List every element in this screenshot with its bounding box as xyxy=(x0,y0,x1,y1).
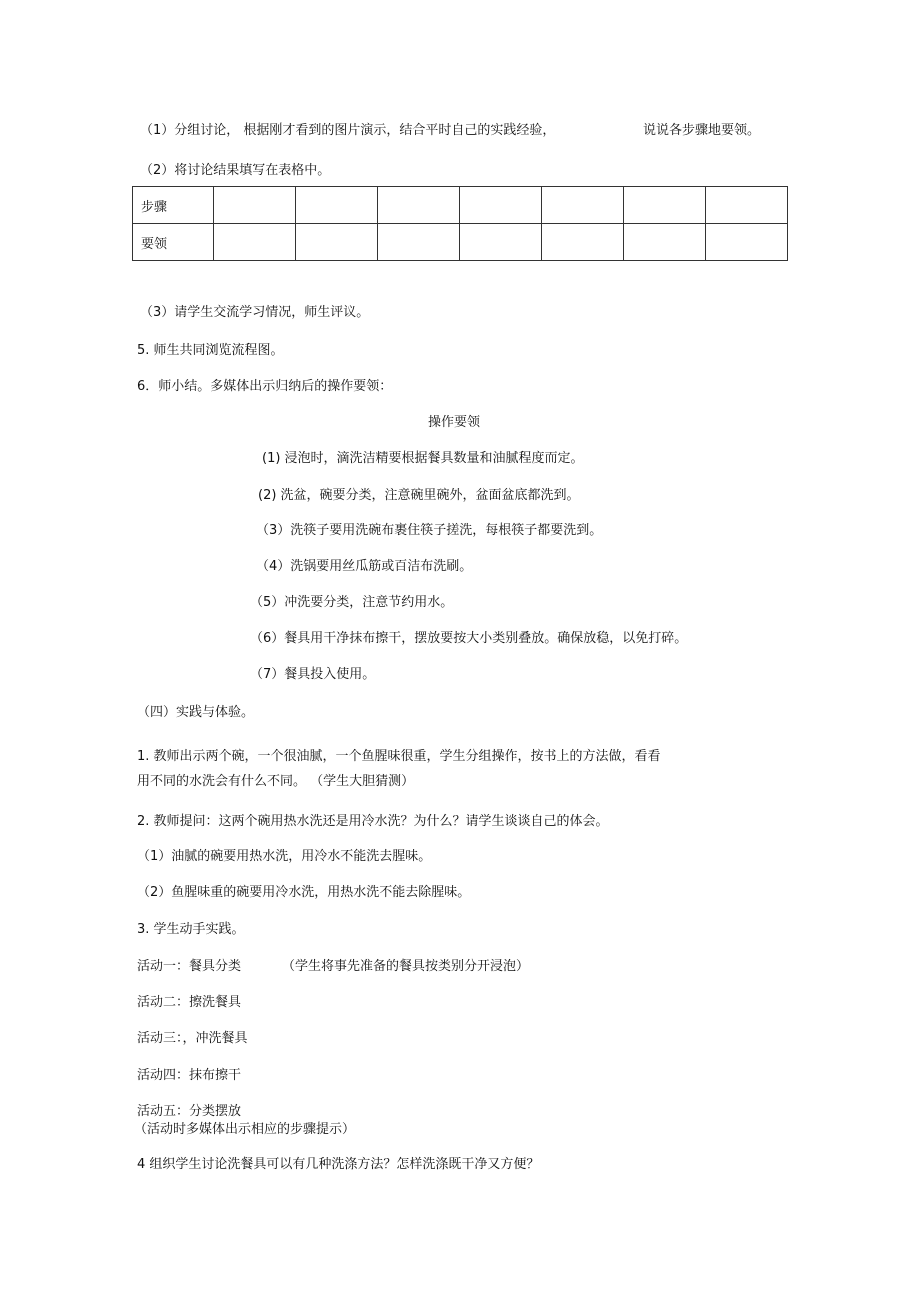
table-cell xyxy=(542,224,624,261)
table-cell xyxy=(460,187,542,224)
table-row xyxy=(133,187,788,224)
activity-1-label: 活动一：餐具分类 xyxy=(137,959,242,974)
paragraph-3: （3）请学生交流学习情况，师生评议。 xyxy=(140,305,370,320)
table-cell xyxy=(542,187,624,224)
question-1-line-1: 1. 教师出示两个碗，一个很油腻，一个鱼腥味很重，学生分组操作，按书上的方法做，看看 xyxy=(137,749,661,764)
question-2: 2. 教师提问：这两个碗用热水洗还是用冷水洗？为什么？请学生谈谈自己的体会。 xyxy=(137,814,609,829)
activity-2: 活动二：擦洗餐具 xyxy=(137,995,242,1010)
table-cell xyxy=(624,224,706,261)
intro-paragraph-1b: 说说各步骤地要领。 xyxy=(643,123,761,138)
keypoint-item: （3）洗筷子要用洗碗布裹住筷子搓洗，每根筷子都要洗到。 xyxy=(256,523,603,538)
intro-paragraph-2: （2）将讨论结果填写在表格中。 xyxy=(140,163,331,178)
question-1-line-2: 用不同的水洗会有什么不同。 （学生大胆猜测） xyxy=(137,774,415,789)
activity-1-note: （学生将事先准备的餐具按类别分开浸泡） xyxy=(282,959,530,974)
question-4: 4 组织学生讨论洗餐具可以有几种洗涤方法？怎样洗涤既干净又方便？ xyxy=(137,1157,540,1172)
table-cell xyxy=(296,187,378,224)
keypoint-item: (2) 洗盆，碗要分类，注意碗里碗外，盆面盆底都洗到。 xyxy=(258,488,580,503)
table-cell xyxy=(296,224,378,261)
question-3: 3. 学生动手实践。 xyxy=(137,922,245,937)
answer-1: （1）油腻的碗要用热水洗，用冷水不能洗去腥味。 xyxy=(137,849,432,864)
table-cell xyxy=(214,224,296,261)
activity-5: 活动五：分类摆放 xyxy=(137,1104,242,1119)
keypoint-item: (1) 浸泡时，滴洗洁精要根据餐具数量和油腻程度而定。 xyxy=(262,451,584,466)
activity-4: 活动四：抹布擦干 xyxy=(137,1068,242,1083)
table-row-label: 要领 xyxy=(133,224,214,261)
table-cell xyxy=(706,187,788,224)
keypoint-item: （5）冲洗要分类，注意节约用水。 xyxy=(250,595,454,610)
section-heading-practice: （四）实践与体验。 xyxy=(137,705,255,720)
table-cell xyxy=(378,224,460,261)
table-row xyxy=(133,224,788,261)
activity-note: （活动时多媒体出示相应的步骤提示） xyxy=(134,1122,356,1137)
answer-2: （2）鱼腥味重的碗要用冷水洗，用热水洗不能去除腥味。 xyxy=(137,885,471,900)
steps-table xyxy=(132,186,788,261)
keypoint-item: （7）餐具投入使用。 xyxy=(250,667,376,682)
table-cell xyxy=(214,187,296,224)
intro-paragraph-1a: （1）分组讨论， 根据刚才看到的图片演示，结合平时自己的实践经验， xyxy=(140,123,556,138)
paragraph-6: 6．师小结。多媒体出示归纳后的操作要领： xyxy=(137,379,393,394)
keypoint-item: （4）洗锅要用丝瓜筋或百洁布洗刷。 xyxy=(256,559,473,574)
table-cell xyxy=(460,224,542,261)
activity-3: 活动三：，冲洗餐具 xyxy=(137,1031,248,1046)
table-cell xyxy=(378,187,460,224)
paragraph-5: 5. 师生共同浏览流程图。 xyxy=(137,343,284,358)
keypoint-item: （6）餐具用干净抹布擦干，摆放要按大小类别叠放。确保放稳，以免打碎。 xyxy=(250,631,688,646)
keypoints-title: 操作要领 xyxy=(428,415,481,430)
table-row-label: 步骤 xyxy=(133,187,214,224)
table-cell xyxy=(624,187,706,224)
table-cell xyxy=(706,224,788,261)
